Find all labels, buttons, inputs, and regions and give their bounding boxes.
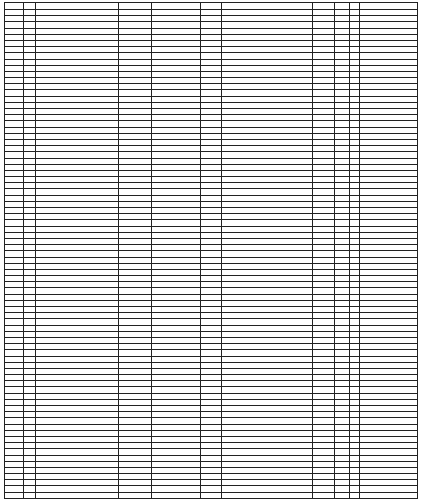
table-row [5,492,418,498]
table-header-row [5,3,418,10]
header-cell [312,3,335,10]
header-cell [201,3,222,10]
table-body [5,10,418,499]
header-cell [35,3,118,10]
table-cell [312,492,335,498]
table-cell [349,492,359,498]
header-cell [349,3,359,10]
table-cell [151,492,201,498]
data-table [4,2,418,499]
table-cell [221,492,312,498]
table-cell [201,492,222,498]
header-cell [360,3,418,10]
header-cell [5,3,24,10]
header-cell [23,3,35,10]
table-cell [23,492,35,498]
table-cell [5,492,24,498]
table-cell [118,492,151,498]
header-cell [221,3,312,10]
table-cell [35,492,118,498]
table-cell [335,492,349,498]
header-cell [335,3,349,10]
header-cell [118,3,151,10]
header-cell [151,3,201,10]
table-cell [360,492,418,498]
